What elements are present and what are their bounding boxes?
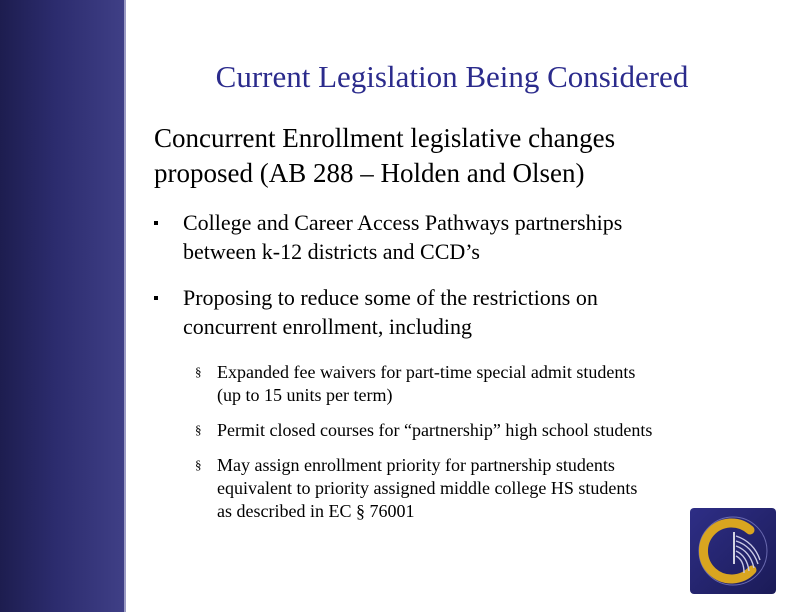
square-bullet-icon	[154, 221, 158, 225]
sub-bullet-item	[195, 454, 775, 523]
bullet-list	[154, 208, 774, 341]
section-heading	[154, 121, 774, 191]
square-bullet-icon	[154, 296, 158, 300]
community-colleges-logo-icon	[690, 508, 776, 594]
heading-line-1: Concurrent Enrollment legislative changes	[154, 123, 616, 153]
bullet-item	[154, 283, 774, 341]
sub-bullet-text: as described in EC § 76001	[217, 501, 415, 521]
section-sign-bullet-icon: §	[195, 364, 202, 379]
bullet-item	[154, 208, 774, 266]
sub-bullet-item	[195, 361, 775, 407]
logo-graphic	[690, 508, 776, 594]
sub-bullet-text: (up to 15 units per term)	[217, 385, 393, 405]
section-sign-bullet-icon: §	[195, 457, 202, 472]
section-sign-bullet-icon: §	[195, 422, 202, 437]
sub-bullet-list	[195, 361, 775, 523]
bullet-text: between k-12 districts and CCD’s	[183, 239, 480, 264]
bullet-text: concurrent enrollment, including	[183, 314, 472, 339]
sub-bullet-text: Permit closed courses for “partnership” high school students	[217, 420, 653, 440]
bullet-text: Proposing to reduce some of the restrictions on	[183, 285, 598, 310]
slide-title: Current Legislation Being Considered	[215, 59, 689, 94]
sub-bullet-text: May assign enrollment priority for partnership students	[217, 455, 615, 475]
sub-bullet-text: equivalent to priority assigned middle college HS students	[217, 478, 638, 498]
sub-bullet-item	[195, 419, 775, 442]
sub-bullet-text: Expanded fee waivers for part-time special admit students	[217, 362, 636, 382]
heading-line-2: proposed (AB 288 – Holden and Olsen)	[154, 158, 585, 188]
bullet-text: College and Career Access Pathways partnerships	[183, 210, 623, 235]
left-sidebar-bar	[0, 0, 124, 612]
